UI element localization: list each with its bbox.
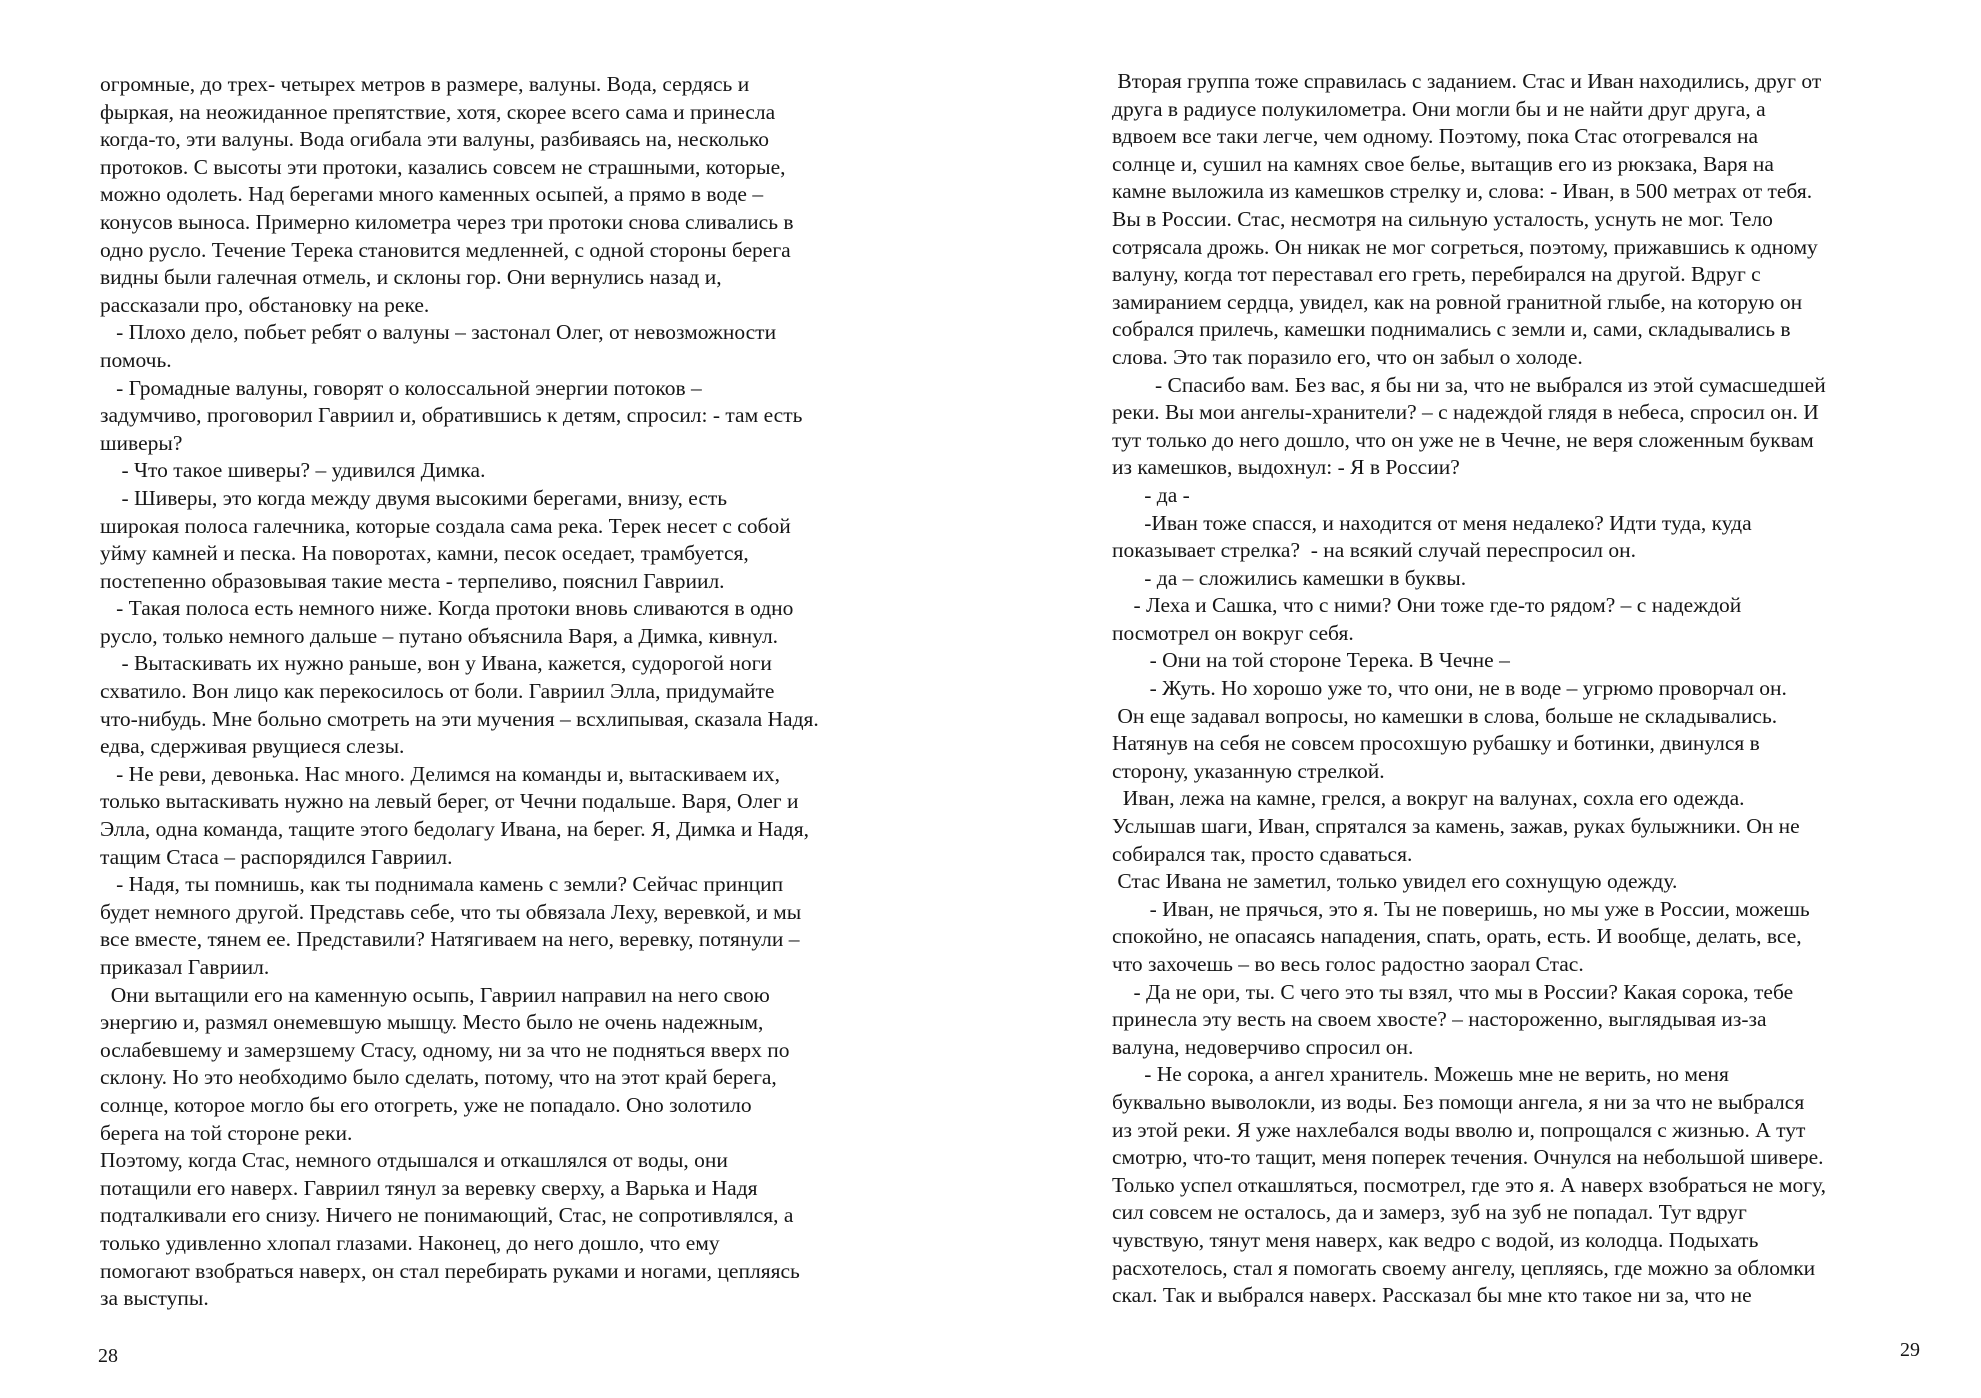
text-line: помочь.: [100, 347, 172, 372]
text-line: можно одолеть. Над берегами много каменных осыпей, а прямо в воде –: [100, 182, 764, 207]
text-line: - Не реви, девонька. Нас много. Делимся на команды и, вытаскиваем их,: [100, 761, 781, 786]
text-line: Услышав шаги, Иван, спрятался за камень, зажав, руках булыжники. Он не: [1112, 814, 1800, 839]
text-line: - Не сорока, а ангел хранитель. Можешь мне не верить, но меня: [1112, 1062, 1729, 1087]
page-number-right: 29: [1900, 1339, 1920, 1361]
text-line: когда-то, эти валуны. Вода огибала эти валуны, разбиваясь на, несколько: [100, 127, 770, 152]
text-line: что захочешь – во весь голос радостно заорал Стас.: [1112, 952, 1584, 976]
text-line: рассказали про, обстановку на реке.: [100, 292, 430, 317]
text-line: друга в радиусе полукилометра. Они могли бы и не найти друг друга, а: [1112, 96, 1766, 121]
text-line: конусов выноса. Примерно километра через три протоки снова сливались в: [100, 209, 794, 234]
text-line: - Да не ори, ты. С чего это ты взял, что мы в России? Какая сорока, тебе: [1112, 979, 1794, 1004]
text-line: Стас Ивана не заметил, только увидел его сохнущую одежду.: [1112, 869, 1678, 894]
text-line: чувствую, тянут меня наверх, как ведро с водой, из колодца. Подыхать: [1112, 1227, 1759, 1252]
text-line: только вытаскивать нужно на левый берег, от Чечни подальше. Варя, Олег и: [100, 789, 799, 814]
left-page-text: [100, 71, 890, 1313]
text-line: одно русло. Течение Терека становится медленней, с одной стороны берега: [100, 237, 791, 262]
text-line: слова. Это так поразило его, что он забыл о холоде.: [1112, 344, 1583, 369]
text-line: - Иван, не прячься, это я. Ты не поверишь, но мы уже в России, можешь: [1112, 896, 1810, 921]
text-line: тащим Стаса – распорядился Гавриил.: [100, 844, 453, 869]
text-line: вдвоем все таки легче, чем одному. Поэтому, пока Стас отогревался на: [1112, 124, 1759, 149]
text-line: Он еще задавал вопросы, но камешки в слова, больше не складывались.: [1112, 703, 1778, 728]
text-line: - Жуть. Но хорошо уже то, что они, не в воде – угрюмо проворчал он.: [1112, 676, 1787, 701]
text-line: расхотелось, стал я помогать своему ангелу, цепляясь, где можно за обломки: [1112, 1255, 1816, 1280]
text-line: уйму камней и песка. На поворотах, камни, песок оседает, трамбуется,: [100, 541, 749, 566]
text-line: огромные, до трех- четырех метров в размере, валуны. Вода, сердясь и: [100, 72, 750, 96]
text-line: - Спасибо вам. Без вас, я бы ни за, что не выбрался из этой сумасшедшей: [1112, 372, 1826, 397]
text-line: валуну, когда тот переставал его греть, перебирался на другой. Вдруг с: [1112, 262, 1761, 287]
text-line: собрался прилечь, камешки поднимались с земли и, сами, складывались в: [1112, 317, 1791, 342]
text-line: все вместе, тянем ее. Представили? Натягиваем на него, веревку, потянули –: [100, 927, 800, 952]
text-line: русло, только немного дальше – путано объяснила Варя, а Димка, кивнул.: [100, 623, 779, 648]
text-line: за выступы.: [100, 1286, 209, 1311]
text-line: Вторая группа тоже справилась с заданием. Стас и Иван находились, друг от: [1112, 69, 1822, 93]
text-line: Только успел откашляться, посмотрел, где это я. А наверх взобраться не могу,: [1112, 1172, 1826, 1197]
text-line: Поэтому, когда Стас, немного отдышался и откашлялся от воды, они: [100, 1148, 728, 1173]
text-line: Натянув на себя не совсем просохшую рубашку и ботинки, двинулся в: [1112, 731, 1760, 756]
text-line: валуна, недоверчиво спросил он.: [1112, 1034, 1414, 1059]
text-line: широкая полоса галечника, которые создала сама река. Терек несет с собой: [100, 513, 791, 538]
text-line: - Такая полоса есть немного ниже. Когда протоки вновь сливаются в одно: [100, 596, 794, 621]
text-line: камне выложила из камешков стрелку и, слова: - Иван, в 500 метрах от тебя.: [1112, 179, 1813, 204]
text-line: Вы в России. Стас, несмотря на сильную усталость, уснуть не мог. Тело: [1112, 206, 1773, 231]
text-line: - да – сложились камешки в буквы.: [1112, 565, 1467, 590]
text-line: Элла, одна команда, тащите этого бедолагу Ивана, на берег. Я, Димка и Надя,: [100, 817, 810, 842]
text-line: - Плохо дело, побьет ребят о валуны – застонал Олег, от невозможности: [100, 320, 777, 345]
text-line: посмотрел он вокруг себя.: [1112, 620, 1354, 645]
text-line: - да -: [1112, 482, 1190, 507]
text-line: - Надя, ты помнишь, как ты поднимала камень с земли? Сейчас принцип: [100, 872, 784, 897]
text-line: Они вытащили его на каменную осыпь, Гавриил направил на него свою: [100, 982, 770, 1007]
text-line: сил совсем не осталось, да и замерз, зуб на зуб не попадал. Тут вдруг: [1112, 1200, 1747, 1225]
text-line: едва, сдерживая рвущиеся слезы.: [100, 734, 405, 759]
text-line: только удивленно хлопал глазами. Наконец, до него дошло, что ему: [100, 1230, 720, 1255]
text-line: берега на той стороне реки.: [100, 1120, 353, 1145]
text-line: ослабевшему и замерзшему Стасу, одному, ни за что не подняться вверх по: [100, 1037, 790, 1062]
text-line: замиранием сердца, увидел, как на ровной гранитной глыбе, на которую он: [1112, 289, 1803, 314]
text-line: энергию и, размял онемевшую мышцу. Место было не очень надежным,: [100, 1010, 764, 1035]
text-line: из этой реки. Я уже нахлебался воды вволю и, попрощался с жизнью. А тут: [1112, 1117, 1806, 1142]
text-line: смотрю, что-то тащит, меня поперек течения. Очнулся на небольшой шивере.: [1112, 1145, 1824, 1170]
text-line: фыркая, на неожиданное препятствие, хотя, скорее всего сама и принесла: [100, 99, 776, 124]
text-line: задумчиво, проговорил Гавриил и, обратившись к детям, спросил: - там есть: [100, 403, 803, 428]
text-line: будет немного другой. Представь себе, что ты обвязала Леху, веревкой, и мы: [100, 899, 802, 924]
text-line: собирался так, просто сдаваться.: [1112, 841, 1413, 866]
text-line: приказал Гавриил.: [100, 955, 270, 979]
text-line: подталкивали его снизу. Ничего не понимающий, Стас, не сопротивлялся, а: [100, 1203, 794, 1228]
right-page-text: [1112, 68, 1932, 1310]
text-line: склону. Но это необходимо было сделать, потому, что на этот край берега,: [100, 1065, 777, 1090]
text-line: из камешков, выдохнул: - Я в России?: [1112, 455, 1460, 480]
text-line: шиверы?: [100, 430, 183, 455]
page-number-left: 28: [98, 1345, 118, 1367]
text-line: схватило. Вон лицо как перекосилось от боли. Гавриил Элла, придумайте: [100, 679, 775, 704]
text-line: - Громадные валуны, говорят о колоссальной энергии потоков –: [100, 375, 702, 400]
text-line: потащили его наверх. Гавриил тянул за веревку сверху, а Варька и Надя: [100, 1175, 758, 1200]
text-line: - Что такое шиверы? – удивился Димка.: [100, 458, 486, 483]
text-line: - Они на той стороне Терека. В Чечне –: [1112, 648, 1510, 673]
text-line: тут только до него дошло, что он уже не в Чечне, не веря сложенным буквам: [1112, 427, 1814, 452]
text-line: скал. Так и выбрался наверх. Рассказал бы мне кто такое ни за, что не: [1112, 1283, 1752, 1308]
text-line: солнце и, сушил на камнях свое белье, вытащив его из рюкзака, Варя на: [1112, 151, 1774, 176]
text-line: что-нибудь. Мне больно смотреть на эти мучения – всхлипывая, сказала Надя.: [100, 706, 819, 731]
text-line: сторону, указанную стрелкой.: [1112, 758, 1385, 783]
text-line: - Леха и Сашка, что с ними? Они тоже где-то рядом? – с надеждой: [1112, 593, 1742, 618]
right-page: [990, 0, 1981, 1398]
text-line: буквально выволокли, из воды. Без помощи ангела, я ни за что не выбрался: [1112, 1089, 1805, 1114]
text-line: Иван, лежа на камне, грелся, а вокруг на валунах, сохла его одежда.: [1112, 786, 1745, 811]
text-line: сотрясала дрожь. Он никак не мог согреться, поэтому, прижавшись к одному: [1112, 234, 1818, 259]
text-line: спокойно, не опасаясь нападения, спать, орать, есть. И вообще, делать, все,: [1112, 924, 1802, 949]
text-line: - Вытаскивать их нужно раньше, вон у Ивана, кажется, судорогой ноги: [100, 651, 772, 676]
text-line: -Иван тоже спасся, и находится от меня недалеко? Идти туда, куда: [1112, 510, 1752, 535]
text-line: протоков. С высоты эти протоки, казались совсем не страшными, которые,: [100, 154, 786, 179]
text-line: принесла эту весть на своем хвосте? – настороженно, выглядывая из-за: [1112, 1007, 1767, 1032]
text-line: видны были галечная отмель, и склоны гор. Они вернулись назад и,: [100, 265, 722, 290]
left-page: [0, 0, 990, 1398]
text-line: - Шиверы, это когда между двумя высокими берегами, внизу, есть: [100, 485, 728, 510]
text-line: показывает стрелка? - на всякий случай переспросил он.: [1112, 538, 1637, 563]
text-line: постепенно образовывая такие места - терпеливо, пояснил Гавриил.: [100, 568, 725, 593]
text-line: реки. Вы мои ангелы-хранители? – с надеждой глядя в небеса, спросил он. И: [1112, 400, 1819, 425]
text-line: солнце, которое могло бы его отогреть, уже не попадало. Оно золотило: [100, 1092, 752, 1117]
text-line: помогают взобраться наверх, он стал перебирать руками и ногами, цепляясь: [100, 1258, 800, 1283]
